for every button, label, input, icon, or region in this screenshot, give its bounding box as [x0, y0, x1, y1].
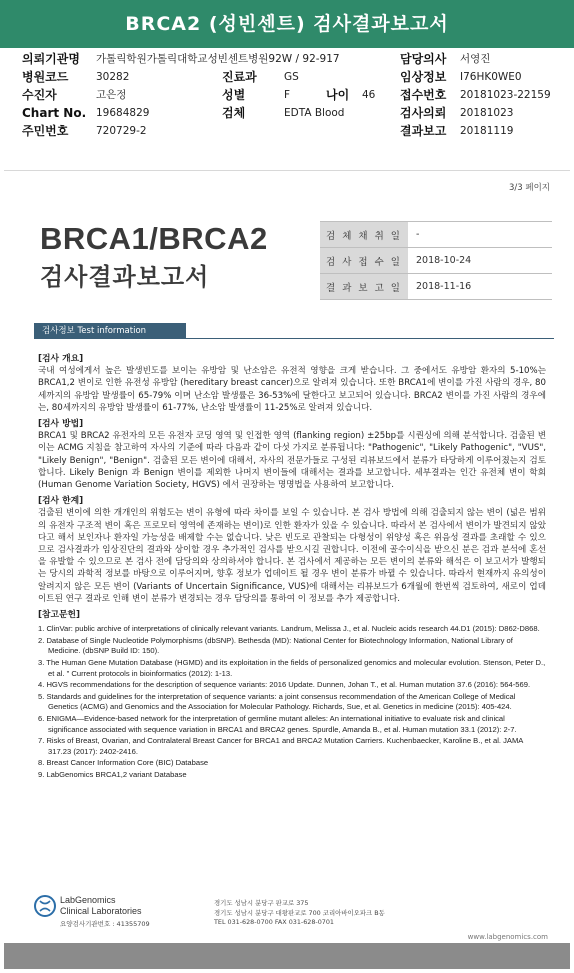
overview-heading: [검사 개요]	[38, 354, 84, 364]
requesting-institution-value: 가톨릭학원가톨릭대학교성빈센트병원92W / 92-917	[96, 53, 340, 65]
resident-number-value: 720729-2	[96, 125, 147, 137]
doctor-value: 서영진	[460, 53, 491, 65]
header-row	[22, 122, 562, 140]
collection-date-label: 검 체 채 취 일	[320, 222, 408, 248]
lab-footer	[34, 893, 554, 941]
reference-list	[38, 624, 546, 780]
report-title-english: BRCA1/BRCA2	[40, 221, 268, 256]
website-link[interactable]: www.labgenomics.com	[467, 933, 548, 941]
result-date-value: 2018-11-16	[408, 274, 552, 300]
report-content	[38, 349, 546, 782]
sex-label: 성별	[222, 88, 246, 102]
request-date-label: 검사의뢰	[400, 106, 447, 120]
lab-address	[214, 899, 385, 928]
address-line-2: 경기도 성남시 분당구 대왕판교로 700 코리아바이오파크 B동	[214, 908, 385, 917]
specimen-label: 검체	[222, 106, 246, 120]
scanned-report-page	[4, 170, 570, 970]
lab-institution-number: 요양검사기관번호 : 41355709	[60, 920, 150, 928]
received-date-value: 2018-10-24	[408, 248, 552, 274]
reference-item: 4. HGVS recommendations for the description of sequence variants: 2016 Update. Dunnen, Johan T., et al. Human mutation 37.6 (2016): 564-569.	[38, 680, 531, 690]
section-tab-test-information: 검사정보 Test information	[34, 323, 186, 339]
method-text: BRCA1 및 BRCA2 유전자의 모든 유전자 코딩 영역 및 인접한 영역 (flanking region) ±25bp를 시퀀싱에 의해 분석합니다. 검출된 변이는 ACMG 지침을 참고하여 자사의 기준에 따라 다음과 같이 다섯 가지로 분류됩니다: "Pathogenic", "Likely Pathogenic", "VUS", "Likely Benign", "Benign". 검출된 모든 변이에 대해서, 자사의 전문가들로 구성된 리뷰보드에서 분류가 타당하게 이루어졌는지 검토합니다. Likely Benign 과 Benign 변이를 제외한 나머지 변이들에 대해서는 결과를 보고합니다. 세부결과는 인간 유전체 변이 학회 (Human Genome Variation Society, HGVS) 에서 권장하는 명명법을 사용하여 보고합니다.	[38, 431, 546, 491]
received-date-label: 검 사 접 수 일	[320, 248, 408, 274]
limitation-heading: [검사 한계]	[38, 496, 84, 507]
reference-item: 5. Standards and guidelines for the interpretation of sequence variants: a joint consensus recommendation of the American College of Medical Genetics (ACMG) and Genomics and the Association for Molecular Pathology. Richards, Sue, et al. Genetics in medicine (2015): 405-424.	[38, 691, 516, 712]
clinical-info-label: 임상정보	[400, 70, 447, 84]
accession-number-value: 20181023-22159	[460, 89, 551, 101]
limitation-text: 검출된 변이에 의한 개개인의 위험도는 변이 유형에 따라 차이를 보일 수 있습니다. 본 검사 방법에 의해 검출되지 않는 변이 (넓은 범위의 유전자 구조적 변이 혹은 프로모터 영역에 존재하는 변이)로 인한 환자가 있을 수 있습니다. 따라서 본 검사에서 변이가 발견되지 않았다고 해서 보인자나 환자일 가능성을 배제할 수는 없습니다. 낮은 빈도로 관찰되는 다형성이 위양성 혹은 위음성 결과를 초래할 수 있으므로 검사결과가 임상진단의 결과와 상이할 경우 추가적인 검사를 받으시길 권합니다. 이전에 골수이식을 받으신 분은 검과 분석에 혼선을 유발할 수 있으므로 본 검사 전에 담당의와 상의하셔야 합니다. 본 검사에서 제공하는 모든 변이의 분류와 해석은 이 보고서가 발행되는 당시의 과학적 정보를 바탕으로 이루어지며, 향후 정보가 업데이트 될 경우 변이 분류가 바뀔 수 있습니다. 따라서 현재까지 유의성이 알려지지 않은 모든 변이 (Variants of Uncertain Significance, VUS)에 대해서는 리뷰보드가 6개월에 한번씩 검토하여, 새로이 업데이트된 연구 결과로 인해 변이 분류가 변경되는 경우 담당의를 통하여 이 정보를 추가 제공합니다.	[38, 508, 546, 604]
page-number: 3/3 페이지	[508, 183, 550, 193]
chart-no-label: Chart No.	[22, 106, 87, 120]
age-value: 46	[362, 89, 376, 101]
section-divider	[34, 338, 554, 339]
labgenomics-logo-icon	[34, 895, 56, 917]
chart-no-value: 19684829	[96, 107, 150, 119]
hospital-code-value: 30282	[96, 71, 130, 83]
request-date-value: 20181023	[460, 107, 514, 119]
reference-item: 7. Risks of Breast, Ovarian, and Contralateral Breast Cancer for BRCA1 and BRCA2 Mutation Carriers. Kuchenbaecker, Karoline B., et al. JAMA 317.23 (2017): 2402-2416.	[38, 736, 523, 756]
lab-name	[60, 895, 142, 917]
patient-header	[22, 50, 562, 140]
overview-text: 국내 여성에게서 높은 발생빈도를 보이는 유방암 및 난소암은 유전적 영향을 크게 받습니다. 그 중에서도 유방암 환자의 5-10%는 BRCA1,2 변이로 인한 유전성 유방암 (hereditary breast cancer)으로 알려져 있습니다. 또한 BRCA1에 변이를 가진 사람의 경우, 80세까지의 유방암 발생률이 65-79% 이며 난소암 발생률은 36-53%에 달한다고 보고되어 있습니다. BRCA2 변이를 가진 사람의 경우에는, 80세까지의 유방암 발생률이 61-77%, 난소암 발생률이 11-25%로 알려져 있습니다.	[38, 366, 546, 413]
doctor-label: 담당의사	[400, 52, 447, 66]
result-date-label: 결 과 보 고 일	[320, 274, 408, 300]
report-date-value: 20181119	[460, 125, 514, 137]
section-header	[34, 323, 554, 339]
report-date-label: 결과보고	[400, 124, 447, 138]
report-banner: BRCA2 (성빈센트) 검사결과보고서	[0, 0, 574, 48]
reference-item: 9. LabGenomics BRCA1,2 variant Database	[38, 769, 187, 779]
department-label: 진료과	[222, 70, 257, 84]
header-row	[22, 50, 562, 68]
header-row	[22, 68, 562, 86]
contact-line: TEL 031-628-0700 FAX 031-628-0701	[214, 918, 334, 926]
collection-date-value: -	[408, 222, 552, 248]
footer-band	[4, 943, 570, 969]
table-row	[320, 274, 552, 300]
reference-item: 6. ENIGMA—Evidence-based network for the interpretation of germline mutant alleles: An international initiative to evaluate risk and clinical significance associated with sequence variation in BRCA1 and BRCA2 genes. Spurdle, Amanda B., et al. Human mutation 33.1 (2012): 2-7.	[38, 714, 517, 734]
sex-value: F	[284, 89, 291, 101]
header-row	[22, 86, 562, 104]
reference-item: 8. Breast Cancer Information Core (BIC) Database	[38, 758, 209, 768]
lab-name-line2: Clinical Laboratories	[60, 906, 142, 916]
header-row	[22, 104, 562, 122]
patient-name-value: 고은정	[96, 89, 127, 101]
references-heading: [참고문헌]	[38, 610, 81, 621]
table-row	[320, 222, 552, 248]
patient-name-label: 수진자	[22, 88, 57, 102]
clinical-info-value: I76HK0WE0	[460, 71, 522, 83]
requesting-institution-label: 의뢰기관명	[22, 52, 80, 66]
report-title-korean: 검사결과보고서	[40, 263, 210, 291]
lab-name-line1: LabGenomics	[60, 895, 116, 905]
age-label: 나이	[326, 88, 350, 102]
address-line-1: 경기도 성남시 분당구 판교로 375	[214, 899, 309, 907]
reference-item: 3. The Human Gene Mutation Database (HGMD) and its exploitation in the fields of personalized genomics and molecular evolution. Stenson, Peter D., et al. " Current protocols in bioinformatics (2012): 1-13.	[38, 658, 546, 678]
hospital-code-label: 병원코드	[22, 70, 69, 84]
accession-number-label: 접수번호	[400, 88, 447, 102]
method-heading: [검사 방법]	[38, 419, 84, 430]
sample-info-table	[320, 221, 552, 300]
department-value: GS	[284, 71, 299, 83]
reference-item: 2. Database of Single Nucleotide Polymorphisms (dbSNP). Bethesda (MD): National Center for Biotechnology Information, National Library of Medicine. (dbSNP Build ID: 150).	[38, 635, 513, 656]
specimen-value: EDTA Blood	[284, 107, 345, 119]
table-row	[320, 248, 552, 274]
resident-number-label: 주민번호	[22, 124, 69, 138]
reference-item: 1. ClinVar: public archive of interpretations of clinically relevant variants. Landrum, Melissa J., et al. Nucleic acids research 44.D1 (2015): D862-D868.	[38, 624, 540, 634]
page-gap	[0, 148, 574, 172]
